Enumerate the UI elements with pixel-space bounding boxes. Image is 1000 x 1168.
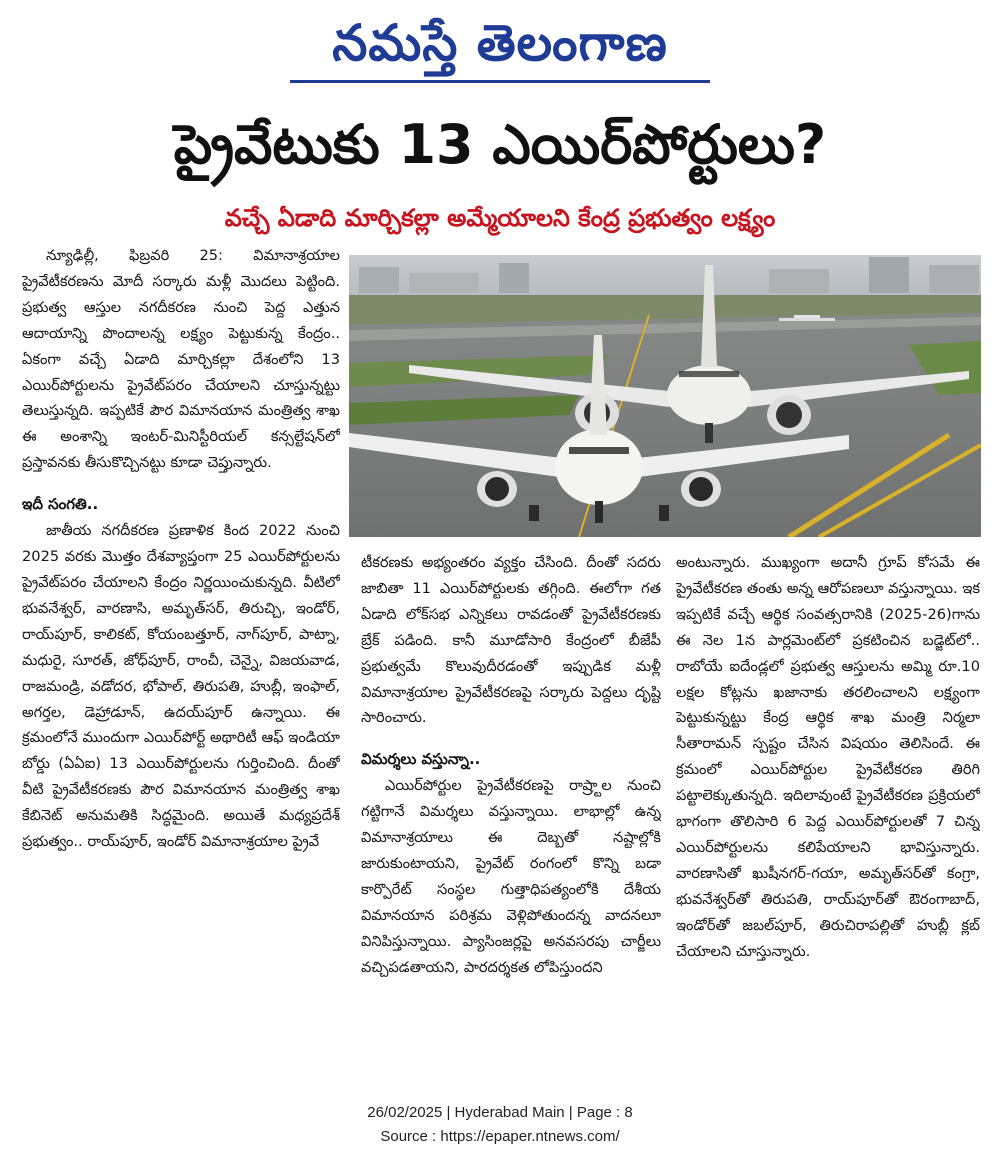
subheadline: వచ్చే ఏడాది మార్చికల్లా అమ్మేయాలని కేంద్ర ప్రభుత్వం లక్ష్యం xyxy=(224,204,776,232)
masthead-underline xyxy=(290,80,710,83)
article-column-2 xyxy=(361,550,661,1096)
article-column-3 xyxy=(676,550,980,1096)
footer-source-line: Source : https://epaper.ntnews.com/ xyxy=(380,1128,620,1145)
column-2-paragraph-2: ఎయిర్‌పోర్టుల ప్రైవేటీకరణపై రాష్ర్టాల నుంచి గట్టిగానే విమర్శలు వస్తున్నాయి. లాభాల్లో ఉన్న విమానాశ్రయాలు ఈ దెబ్బతో నష్టాల్లోకి జారుకుంటాయని, ప్రైవేట్ రంగంలో కొన్ని బడా కార్పొరేట్ సంస్థల గుత్తాధిపత్యంలోకి దేశీయ విమానయాన పరిశ్రమ వెళ్లిపోతుందన్న వాదనలూ వినిపిస్తున్నాయి. ప్యాసింజర్లపై అనవసరపు చార్జీలు వచ్చిపడతాయని, పారదర్శకత లోపిస్తుందని xyxy=(361,777,661,976)
headline: ప్రైవేటుకు 13 ఎయిర్‌పోర్టులు? xyxy=(173,113,827,176)
section-heading-vimarshalu: విమర్శలు వస్తున్నా.. xyxy=(361,750,481,769)
section-heading-idi-sangathi: ఇదీ సంగతి.. xyxy=(22,495,99,514)
column-1-paragraph-1: న్యూఢిల్లీ, ఫిబ్రవరి 25: విమానాశ్రయాల ప్రైవేటీకరణను మోదీ సర్కారు మళ్లీ మొదలు పెట్టింది. ప్రభుత్వ ఆస్తుల నగదీకరణ నుంచి పెద్ద ఎత్తున ఆదాయాన్ని పొందాలన్న లక్ష్యం పెట్టుకున్న కేంద్రం.. ఏకంగా వచ్చే ఏడాది మార్చికల్లా దేశంలోని 13 ఎయిర్‌పోర్టులను ప్రైవేట్‌పరం చేయాలని చూస్తున్నట్టు తెలుస్తున్నది. ఇప్పటికే పౌర విమానయాన మంత్రిత్వ శాఖ ఈ అంశాన్ని ఇంటర్-మినిస్టీరియల్ కన్సల్టేషన్‌లో ప్రస్తావనకు తీసుకొచ్చినట్టు కూడా చెప్తున్నారు. xyxy=(22,247,340,472)
column-1-paragraph-2: జాతీయ నగదీకరణ ప్రణాళిక కింద 2022 నుంచి 2025 వరకు మొత్తం దేశవ్యాప్తంగా 25 ఎయిర్‌పోర్టులను ప్రైవేట్‌పరం చేయాలని కేంద్రం నిర్ణయించుకున్నది. వీటిలో భువనేశ్వర్, వారణాసి, అమృత్‌సర్, తిరుచ్చి, ఇండోర్, రాయ్‌పూర్, కాలికట్, కోయంబత్తూర్, నాగ్‌పూర్, పాట్నా, మధురై, సూరత్, జోధ్‌పూర్, రాంచీ, చెన్నై, విజయవాడ, రాజమండ్రి, వడోదర, భోపాల్, తిరుపతి, హుబ్లీ, ఇంఫాల్, అగర్తల, డెహ్రాడూన్, ఉదయ్‌పూర్ ఉన్నాయి. ఈ క్రమంలోనే ముందుగా ఎయిర్‌పోర్ట్ అథారిటీ ఆఫ్ ఇండియా బోర్డు (ఏఏఐ) 13 ఎయిర్‌పోర్టులను గుర్తించింది. దీంతో వీటి ప్రైవేటీకరణకు పౌర విమానయాన మంత్రిత్వ శాఖ కేబినెట్ అనుమతికి సిద్ధమైంది. అయితే మధ్యప్రదేశ్ ప్రభుత్వం.. రాయ్‌పూర్, ఇండోర్ విమానాశ్రయాల ప్రైవే xyxy=(22,522,340,851)
airplanes-on-runway-image xyxy=(349,255,981,537)
masthead-logo: నమస్తే తెలంగాణ xyxy=(332,14,668,72)
column-3-paragraph-1: అంటున్నారు. ముఖ్యంగా అదానీ గ్రూప్ కోసమే ఈ ప్రైవేటీకరణ తంతు అన్న ఆరోపణలూ వస్తున్నాయి. ఇక ఇప్పటికే వచ్చే ఆర్థిక సంవత్సరానికి (2025-26)గాను ఈ నెల 1న పార్లమెంట్‌లో ప్రకటించిన బడ్జెట్‌లో.. రాబోయే ఐదేండ్లలో ప్రభుత్వ ఆస్తులను అమ్మి రూ.10 లక్షల కోట్లను ఖజానాకు తరలించాలని లక్ష్యంగా పెట్టుకున్నట్టు కేంద్ర ఆర్థిక శాఖ మంత్రి నిర్మలా సీతారామన్ స్పష్టం చేసిన విషయం తెలిసిందే. ఈ క్రమంలో ఎయిర్‌పోర్టుల ప్రైవేటీకరణ తిరిగి పట్టాలెక్కుతున్నది. ఇదిలావుంటే ప్రైవేటీకరణ ప్రక్రియలో భాగంగా తొలిసారి 6 పెద్ద ఎయిర్‌పోర్టులతో 7 చిన్న ఎయిర్‌పోర్టులను కలిపేయాలని భావిస్తున్నారు. వారణాసితో ఖుషీనగర్-గయా, అమృత్‌సర్‌తో కంగ్రా, భువనేశ్వర్‌తో తిరుపతి, రాయ్‌పూర్‌తో ఔరంగాబాద్, ఇండోర్‌తో జబల్‌పూర్, తిరుచిరాపల్లితో హుబ్లీ క్లబ్ చేయాలని చూస్తున్నారు. xyxy=(676,554,980,960)
airport-photo xyxy=(349,255,981,537)
article-column-1 xyxy=(22,243,340,1125)
footer-date-line: 26/02/2025 | Hyderabad Main | Page : 8 xyxy=(367,1104,633,1121)
column-2-paragraph-1: టీకరణకు అభ్యంతరం వ్యక్తం చేసింది. దీంతో సదరు జాబితా 11 ఎయిర్‌పోర్టులకు తగ్గింది. ఈలోగా గత ఏడాది లోక్‌సభ ఎన్నికలు రావడంతో ప్రైవేటీకరణకు బ్రేక్ పడింది. కానీ మూడోసారి కేంద్రంలో బీజేపీ ప్రభుత్వమే కొలువుదీరడంతో ఇప్పుడిక మళ్లీ విమానాశ్రయాల ప్రైవేటీకరణపై సర్కారు పెద్దలు దృష్టి సారించారు. xyxy=(361,554,661,727)
